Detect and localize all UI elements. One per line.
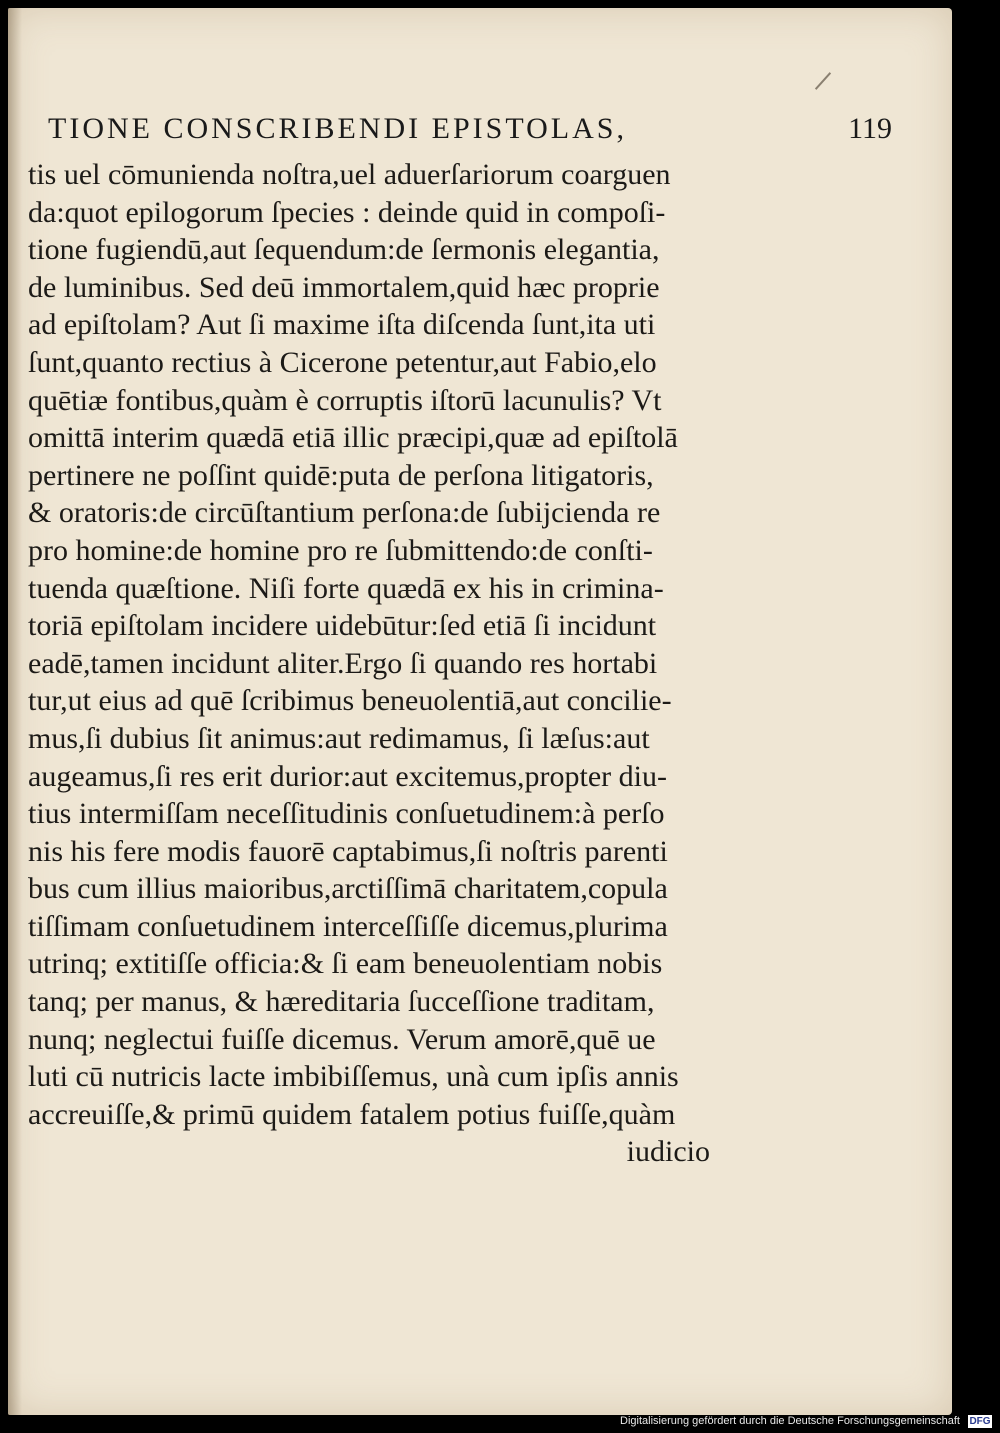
catchword: iudicio [626,1135,710,1169]
text-line: toriā epiſtolam incidere uidebūtur:ſed etiā ſi incidunt [28,609,657,643]
text-line: quētiæ fontibus,quàm è corruptis iſtorū lacunulis? Vt [28,383,662,417]
text-line: pertinere ne poſſint quidē:puta de perſona litigatoris, [28,458,654,492]
pencil-mark [815,72,831,90]
text-line: tis uel cōmunienda noſtra,uel aduerſariorum coarguen [28,158,671,191]
text-line: da:quot epilogorum ſpecies : deinde quid in compoſi- [28,195,666,229]
text-line: eadē,tamen incidunt aliter.Ergo ſi quando res hortabi [28,646,658,680]
book-page [8,8,952,1415]
text-line: luti cū nutricis lacte imbibiſſemus, unà cum ipſis annis [28,1060,679,1094]
text-line: ad epiſtolam? Aut ſi maxime iſta diſcenda ſunt,ita uti [28,308,656,342]
folio-number: 119 [848,112,892,145]
text-line: de luminibus. Sed deū immortalem,quid hæc proprie [28,270,660,304]
text-line: tur,ut eius ad quē ſcribimus beneuolentiā,aut concilie- [28,684,672,718]
text-line: & oratoris:de circūſtantium perſona:de ſubijcienda re [28,496,661,530]
digitization-credit: Digitalisierung gefördert durch die Deutsche Forschungsgemeinschaft [620,1415,960,1427]
text-line: omittā interim quædā etiā illic præcipi,quæ ad epiſtolā [28,421,678,455]
text-line: utrinq; extitiſſe officia:& ſi eam beneuolentiam nobis [28,947,663,981]
page-header [48,112,928,152]
text-line: pro homine:de homine pro re ſubmittendo:de conſti- [28,533,653,567]
text-line: nunq; neglectui fuiſſe dicemus. Verum amorē,quē ue [28,1022,656,1056]
text-line: mus,ſi dubius ſit animus:aut redimamus, ſi læſus:aut [28,721,650,755]
text-line: tuenda quæſtione. Niſi forte quædā ex his in crimina- [28,571,664,605]
text-line: bus cum illius maioribus,arctiſſimā charitatem,copula [28,872,668,906]
text-line: tione fugiendū,aut ſequendum:de ſermonis elegantia, [28,233,660,267]
gutter-shadow [8,8,22,1415]
dfg-logo: DFG [969,1416,991,1427]
text-line: ſunt,quanto rectius à Cicerone petentur,aut Fabio,elo [28,345,657,379]
text-line: nis his fere modis fauorē captabimus,ſi noſtris parenti [28,834,668,868]
text-block [28,156,728,1171]
text-line: tanq; per manus, & hæreditaria ſucceſſione traditam, [28,985,655,1019]
text-line: tius intermiſſam neceſſitudinis conſuetudinem:à perſo [28,797,665,831]
text-line: accreuiſſe,& primū quidem fatalem potius fuiſſe,quàm [28,1097,676,1131]
text-line: augeamus,ſi res erit durior:aut excitemus,propter diu- [28,759,667,793]
running-head: TIONE CONSCRIBENDI EPISTOLAS, [48,112,627,145]
text-line: tiſſimam conſuetudinem interceſſiſſe dicemus,plurima [28,909,668,943]
